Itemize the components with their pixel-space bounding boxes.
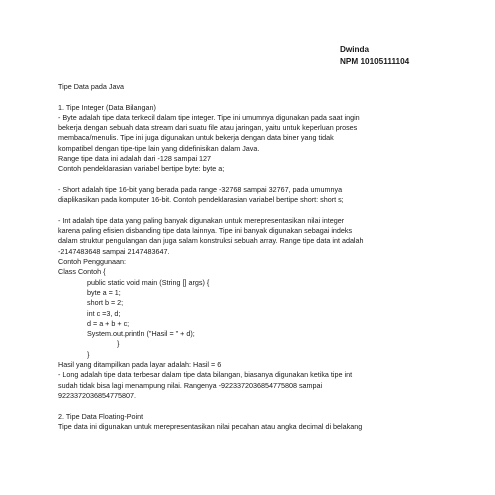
paragraph-line: - Short adalah tipe 16-bit yang berada pada range -32768 sampai 32767, pada umumnya <box>58 184 343 194</box>
spacer <box>58 401 488 411</box>
paragraph-line: bekerja dengan sebuah data stream dari suatu file atau jaringan, yaitu untuk keperluan proses <box>58 123 358 133</box>
code-line: System.out.println ("Hasil = " + d); <box>87 329 195 339</box>
code-line: d = a + b + c; <box>87 318 130 328</box>
paragraph-line: Range tipe data ini adalah dari -128 sampai 127 <box>58 154 212 164</box>
author-name: Dwinda <box>340 45 370 54</box>
code-line: int c =3, d; <box>87 308 121 318</box>
spacer <box>58 92 488 102</box>
paragraph-line: - Int adalah tipe data yang paling banyak digunakan untuk merepresentasikan nilai integer <box>58 215 345 225</box>
author-block <box>340 44 409 67</box>
code-line: public static void main (String [] args) { <box>87 277 210 287</box>
paragraph-line: Contoh pendeklarasian variabel bertipe byte: byte a; <box>58 164 225 174</box>
paragraph-line: karena paling efisien disbanding tipe data lainnya. Tipe ini banyak digunakan sebagai indeks <box>58 226 353 236</box>
author-npm: NPM 10105111104 <box>340 56 410 66</box>
code-line: byte a = 1; <box>87 287 121 297</box>
code-line: } <box>87 349 90 359</box>
paragraph-line: membaca/menulis. Tipe ini juga digunakan untuk bekerja dengan data biner yang tidak <box>58 133 334 143</box>
code-line: short b = 2; <box>87 298 124 308</box>
paragraph-line: diaplikasikan pada komputer 16-bit. Contoh pendeklarasian variabel bertipe short: short s; <box>58 195 344 205</box>
code-line: } <box>117 339 120 349</box>
paragraph-line: - Long adalah tipe data terbesar dalam tipe data bilangan, biasanya digunakan ketika tipe int <box>58 370 353 380</box>
paragraph-line: kompatibel dengan tipe-tipe lain yang didefinisikan dalam Java. <box>58 143 260 153</box>
document-title: Tipe Data pada Java <box>58 82 125 91</box>
paragraph-line: Contoh Penggunaan: <box>58 257 126 267</box>
paragraph-line: - Byte adalah tipe data terkecil dalam tipe integer. Tipe ini umumnya digunakan pada saat ingin <box>58 112 360 122</box>
paragraph-line: -2147483648 sampai 2147483647. <box>58 246 170 256</box>
spacer <box>58 206 488 216</box>
section-heading-integer: 1. Tipe Integer (Data Bilangan) <box>58 102 156 112</box>
paragraph-line: 9223372036854775807. <box>58 390 136 400</box>
section-heading-floating-point: 2. Tipe Data Floating-Point <box>58 411 144 421</box>
paragraph-line: Hasil yang ditampilkan pada layar adalah: Hasil = 6 <box>58 360 222 370</box>
spacer <box>58 175 488 185</box>
paragraph-line: sudah tidak bisa lagi menampung nilai. Rangenya -9223372036854775808 sampai <box>58 380 323 390</box>
paragraph-line: dalam struktur pengulangan dan juga salam konstruksi sebuah array. Range tipe data int adalah <box>58 236 364 246</box>
code-line: Class Contoh { <box>58 267 106 277</box>
paragraph-line: Tipe data ini digunakan untuk merepresentasikan nilai pecahan atau angka decimal di belakang <box>58 421 363 431</box>
document-body <box>58 82 488 432</box>
